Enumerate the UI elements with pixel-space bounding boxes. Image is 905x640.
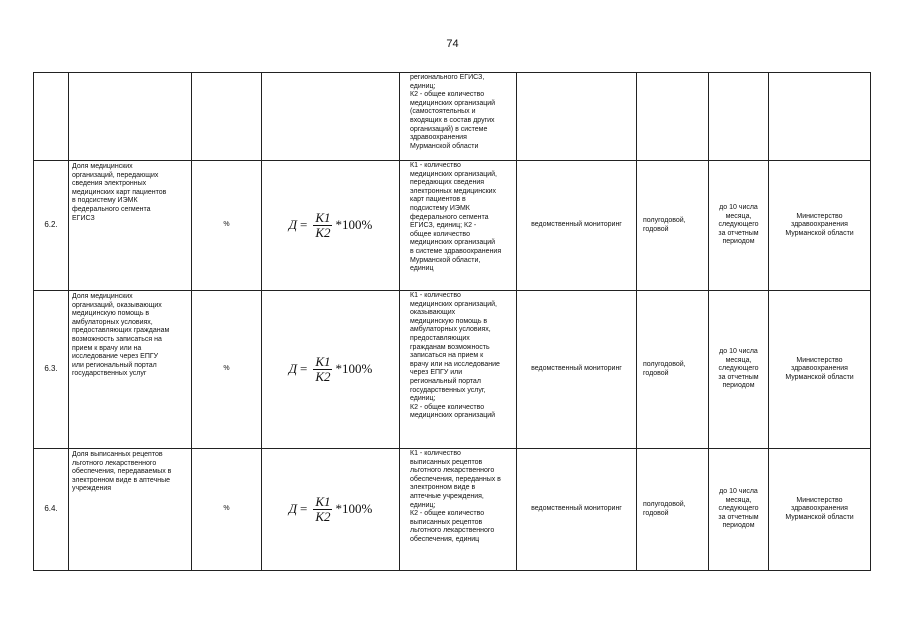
formula-multiplier: *100% bbox=[335, 361, 373, 377]
table-row bbox=[34, 291, 871, 449]
formula-numerator: К1 bbox=[315, 354, 331, 369]
indicator-name-cell bbox=[69, 449, 192, 571]
responsible-cell bbox=[769, 161, 871, 291]
unit-cell-text: % bbox=[223, 221, 230, 229]
row-number-cell bbox=[34, 449, 69, 571]
deadline-cell bbox=[709, 291, 769, 449]
formula-numerator: К1 bbox=[315, 210, 331, 225]
formula-description-cell-text: К1 - количество выписанных рецептов льготного лекарственного обеспечения, переданных в электронном виде в аптечные учреждения, единиц; К2 - общее количество выписанных рецептов льготного лекарственного обеспечения, единиц bbox=[410, 450, 501, 543]
formula bbox=[265, 355, 396, 384]
data-source-cell bbox=[517, 291, 637, 449]
formula-lhs: Д bbox=[288, 217, 297, 233]
formula-equals: = bbox=[299, 217, 308, 233]
row-number-cell bbox=[34, 161, 69, 291]
deadline-cell bbox=[709, 161, 769, 291]
data-source-cell bbox=[517, 161, 637, 291]
formula bbox=[265, 211, 396, 240]
data-source-cell-text: ведомственный мониторинг bbox=[531, 505, 622, 513]
indicator-name-cell-text: Доля медицинских организаций, оказывающих медицинскую помощь в амбулаторных условиях, предоставляющих гражданам возможность записаться на прием к врачу или на исследование через ЕПГУ или региональный портал государственных услуг bbox=[72, 293, 170, 378]
page-number: 74 bbox=[446, 38, 459, 50]
indicator-name-cell bbox=[69, 73, 192, 161]
formula-description-cell bbox=[400, 73, 517, 161]
responsible-cell bbox=[769, 291, 871, 449]
periodicity-cell-text: полугодовой, годовой bbox=[643, 360, 686, 377]
table-row bbox=[34, 161, 871, 291]
formula-description-cell-text: К1 - количество медицинских организаций, передающих сведения электронных медицинских карт пациентов в подсистему ИЭМК федерального сегмента ЕГИСЗ, единиц; К2 - общее количество медицинских организаций в системе здравоохранения Мурманской области, единиц bbox=[410, 162, 502, 273]
formula-description-cell-text: К1 - количество медицинских организаций, оказывающих медицинскую помощь в амбулаторных условиях, предоставляющих гражданам возможность записаться на прием к врачу или на исследование через ЕПГУ или региональный портал государственных услуг, единиц; К2 - общее количество медицинских организаций bbox=[410, 292, 500, 420]
responsible-cell-text: Министерство здравоохранения Мурманской области bbox=[785, 212, 854, 237]
unit-cell bbox=[192, 449, 262, 571]
formula-cell bbox=[262, 73, 400, 161]
formula-lhs: Д bbox=[288, 361, 297, 377]
unit-cell bbox=[192, 73, 262, 161]
formula-equals: = bbox=[299, 501, 308, 517]
formula-cell bbox=[262, 161, 400, 291]
row-number-cell bbox=[34, 73, 69, 161]
data-source-cell bbox=[517, 449, 637, 571]
formula-denominator: К2 bbox=[315, 225, 331, 240]
formula-fraction bbox=[313, 211, 332, 240]
unit-cell bbox=[192, 291, 262, 449]
formula-fraction bbox=[313, 495, 332, 524]
deadline-cell bbox=[709, 73, 769, 161]
responsible-cell-text: Министерство здравоохранения Мурманской области bbox=[785, 496, 854, 521]
periodicity-cell bbox=[637, 449, 709, 571]
formula-denominator: К2 bbox=[315, 369, 331, 384]
formula-description-cell-text: регионального ЕГИСЗ, единиц; К2 - общее количество медицинских организаций (самостоятельных и входящих в состав других организаций) в системе здравоохранения Мурманской области bbox=[410, 74, 496, 150]
responsible-cell bbox=[769, 73, 871, 161]
formula-fraction bbox=[313, 355, 332, 384]
responsible-cell bbox=[769, 449, 871, 571]
unit-cell-text: % bbox=[223, 365, 230, 373]
formula-description-cell bbox=[400, 449, 517, 571]
periodicity-cell bbox=[637, 161, 709, 291]
data-source-cell bbox=[517, 73, 637, 161]
unit-cell bbox=[192, 161, 262, 291]
formula-multiplier: *100% bbox=[335, 501, 373, 517]
indicator-name-cell-text: Доля медицинских организаций, передающих сведения электронных медицинских карт пациентов в подсистему ИЭМК федерального сегмента ЕГИСЗ bbox=[72, 163, 167, 222]
formula-lhs: Д bbox=[288, 501, 297, 517]
formula-cell bbox=[262, 291, 400, 449]
unit-cell-text: % bbox=[223, 505, 230, 513]
row-number-cell bbox=[34, 291, 69, 449]
row-number-cell-text: 6.2. bbox=[44, 220, 58, 230]
indicator-name-cell-text: Доля выписанных рецептов льготного лекарственного обеспечения, передаваемых в электронном виде в аптечные учреждения bbox=[72, 451, 172, 493]
data-source-cell-text: ведомственный мониторинг bbox=[531, 365, 622, 373]
row-number-cell-text: 6.3. bbox=[44, 364, 58, 374]
formula-multiplier: *100% bbox=[335, 217, 373, 233]
deadline-cell bbox=[709, 449, 769, 571]
periodicity-cell-text: полугодовой, годовой bbox=[643, 500, 686, 517]
formula-equals: = bbox=[299, 361, 308, 377]
formula-denominator: К2 bbox=[315, 509, 331, 524]
row-number-cell-text: 6.4. bbox=[44, 504, 58, 514]
deadline-cell-text: до 10 числа месяца, следующего за отчетным периодом bbox=[718, 348, 759, 390]
formula bbox=[265, 495, 396, 524]
formula-numerator: К1 bbox=[315, 494, 331, 509]
data-source-cell-text: ведомственный мониторинг bbox=[531, 221, 622, 229]
deadline-cell-text: до 10 числа месяца, следующего за отчетным периодом bbox=[718, 488, 759, 530]
table-row bbox=[34, 449, 871, 571]
responsible-cell-text: Министерство здравоохранения Мурманской области bbox=[785, 356, 854, 381]
indicator-name-cell bbox=[69, 161, 192, 291]
indicator-name-cell bbox=[69, 291, 192, 449]
formula-description-cell bbox=[400, 161, 517, 291]
periodicity-cell bbox=[637, 73, 709, 161]
periodicity-cell bbox=[637, 291, 709, 449]
formula-description-cell bbox=[400, 291, 517, 449]
periodicity-cell-text: полугодовой, годовой bbox=[643, 216, 686, 233]
table-row bbox=[34, 73, 871, 161]
indicators-table bbox=[33, 72, 871, 571]
deadline-cell-text: до 10 числа месяца, следующего за отчетным периодом bbox=[718, 204, 759, 246]
formula-cell bbox=[262, 449, 400, 571]
